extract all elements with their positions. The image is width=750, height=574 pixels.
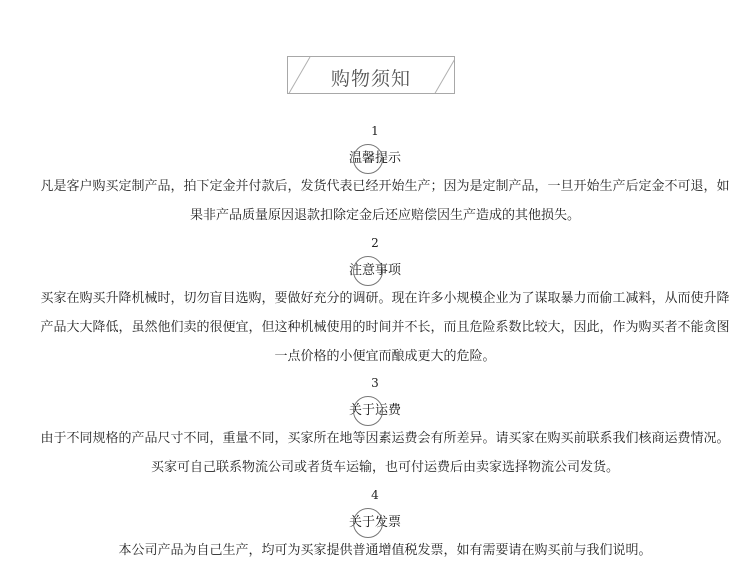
heading-circle-decoration	[353, 396, 383, 426]
section-3-body: 由于不同规格的产品尺寸不同，重量不同，买家所在地等因素运费会有所差异。请买家在购买前联系我们核商运费情况。买家可自己联系物流公司或者货车运输，也可付运费后由卖家选择物流公司发货。	[40, 431, 730, 475]
section-3-number: 3	[371, 376, 379, 390]
section-2-body: 买家在购买升降机械时，切勿盲目选购，要做好充分的调研。现在许多小规模企业为了谋取暴力而偷工减料，从而使升降产品大大降低，虽然他们卖的很便宜，但这种机械使用的时间并不长，而且危险系数比较大，因此，作为购买者不能贪图一点价格的小便宜而酿成更大的危险。	[40, 291, 730, 364]
section-1-number: 1	[371, 124, 379, 138]
heading-circle-decoration	[353, 508, 383, 538]
section-2-heading-text: 注意事项	[348, 263, 401, 278]
section-3-heading-text: 关于运费	[348, 403, 401, 418]
title-banner	[287, 56, 455, 94]
section-3-heading	[0, 402, 750, 420]
heading-circle-decoration	[353, 144, 383, 174]
section-4-number: 4	[371, 488, 379, 502]
section-4-heading	[0, 514, 750, 532]
section-1-body: 凡是客户购买定制产品，拍下定金并付款后，发货代表已经开始生产；因为是定制产品，一旦开始生产后定金不可退，如果非产品质量原因退款扣除定金后还应赔偿因生产造成的其他损失。	[40, 179, 730, 223]
section-1-heading	[0, 150, 750, 168]
heading-circle-decoration	[353, 256, 383, 286]
section-4-heading-text: 关于发票	[348, 515, 401, 530]
section-1-heading-text: 温馨提示	[348, 151, 401, 166]
section-4-body: 本公司产品为自己生产，均可为买家提供普通增值税发票，如有需要请在购买前与我们说明。	[118, 543, 652, 558]
section-2-number: 2	[371, 236, 379, 250]
section-2-heading	[0, 262, 750, 280]
page-title: 购物须知	[330, 68, 411, 90]
